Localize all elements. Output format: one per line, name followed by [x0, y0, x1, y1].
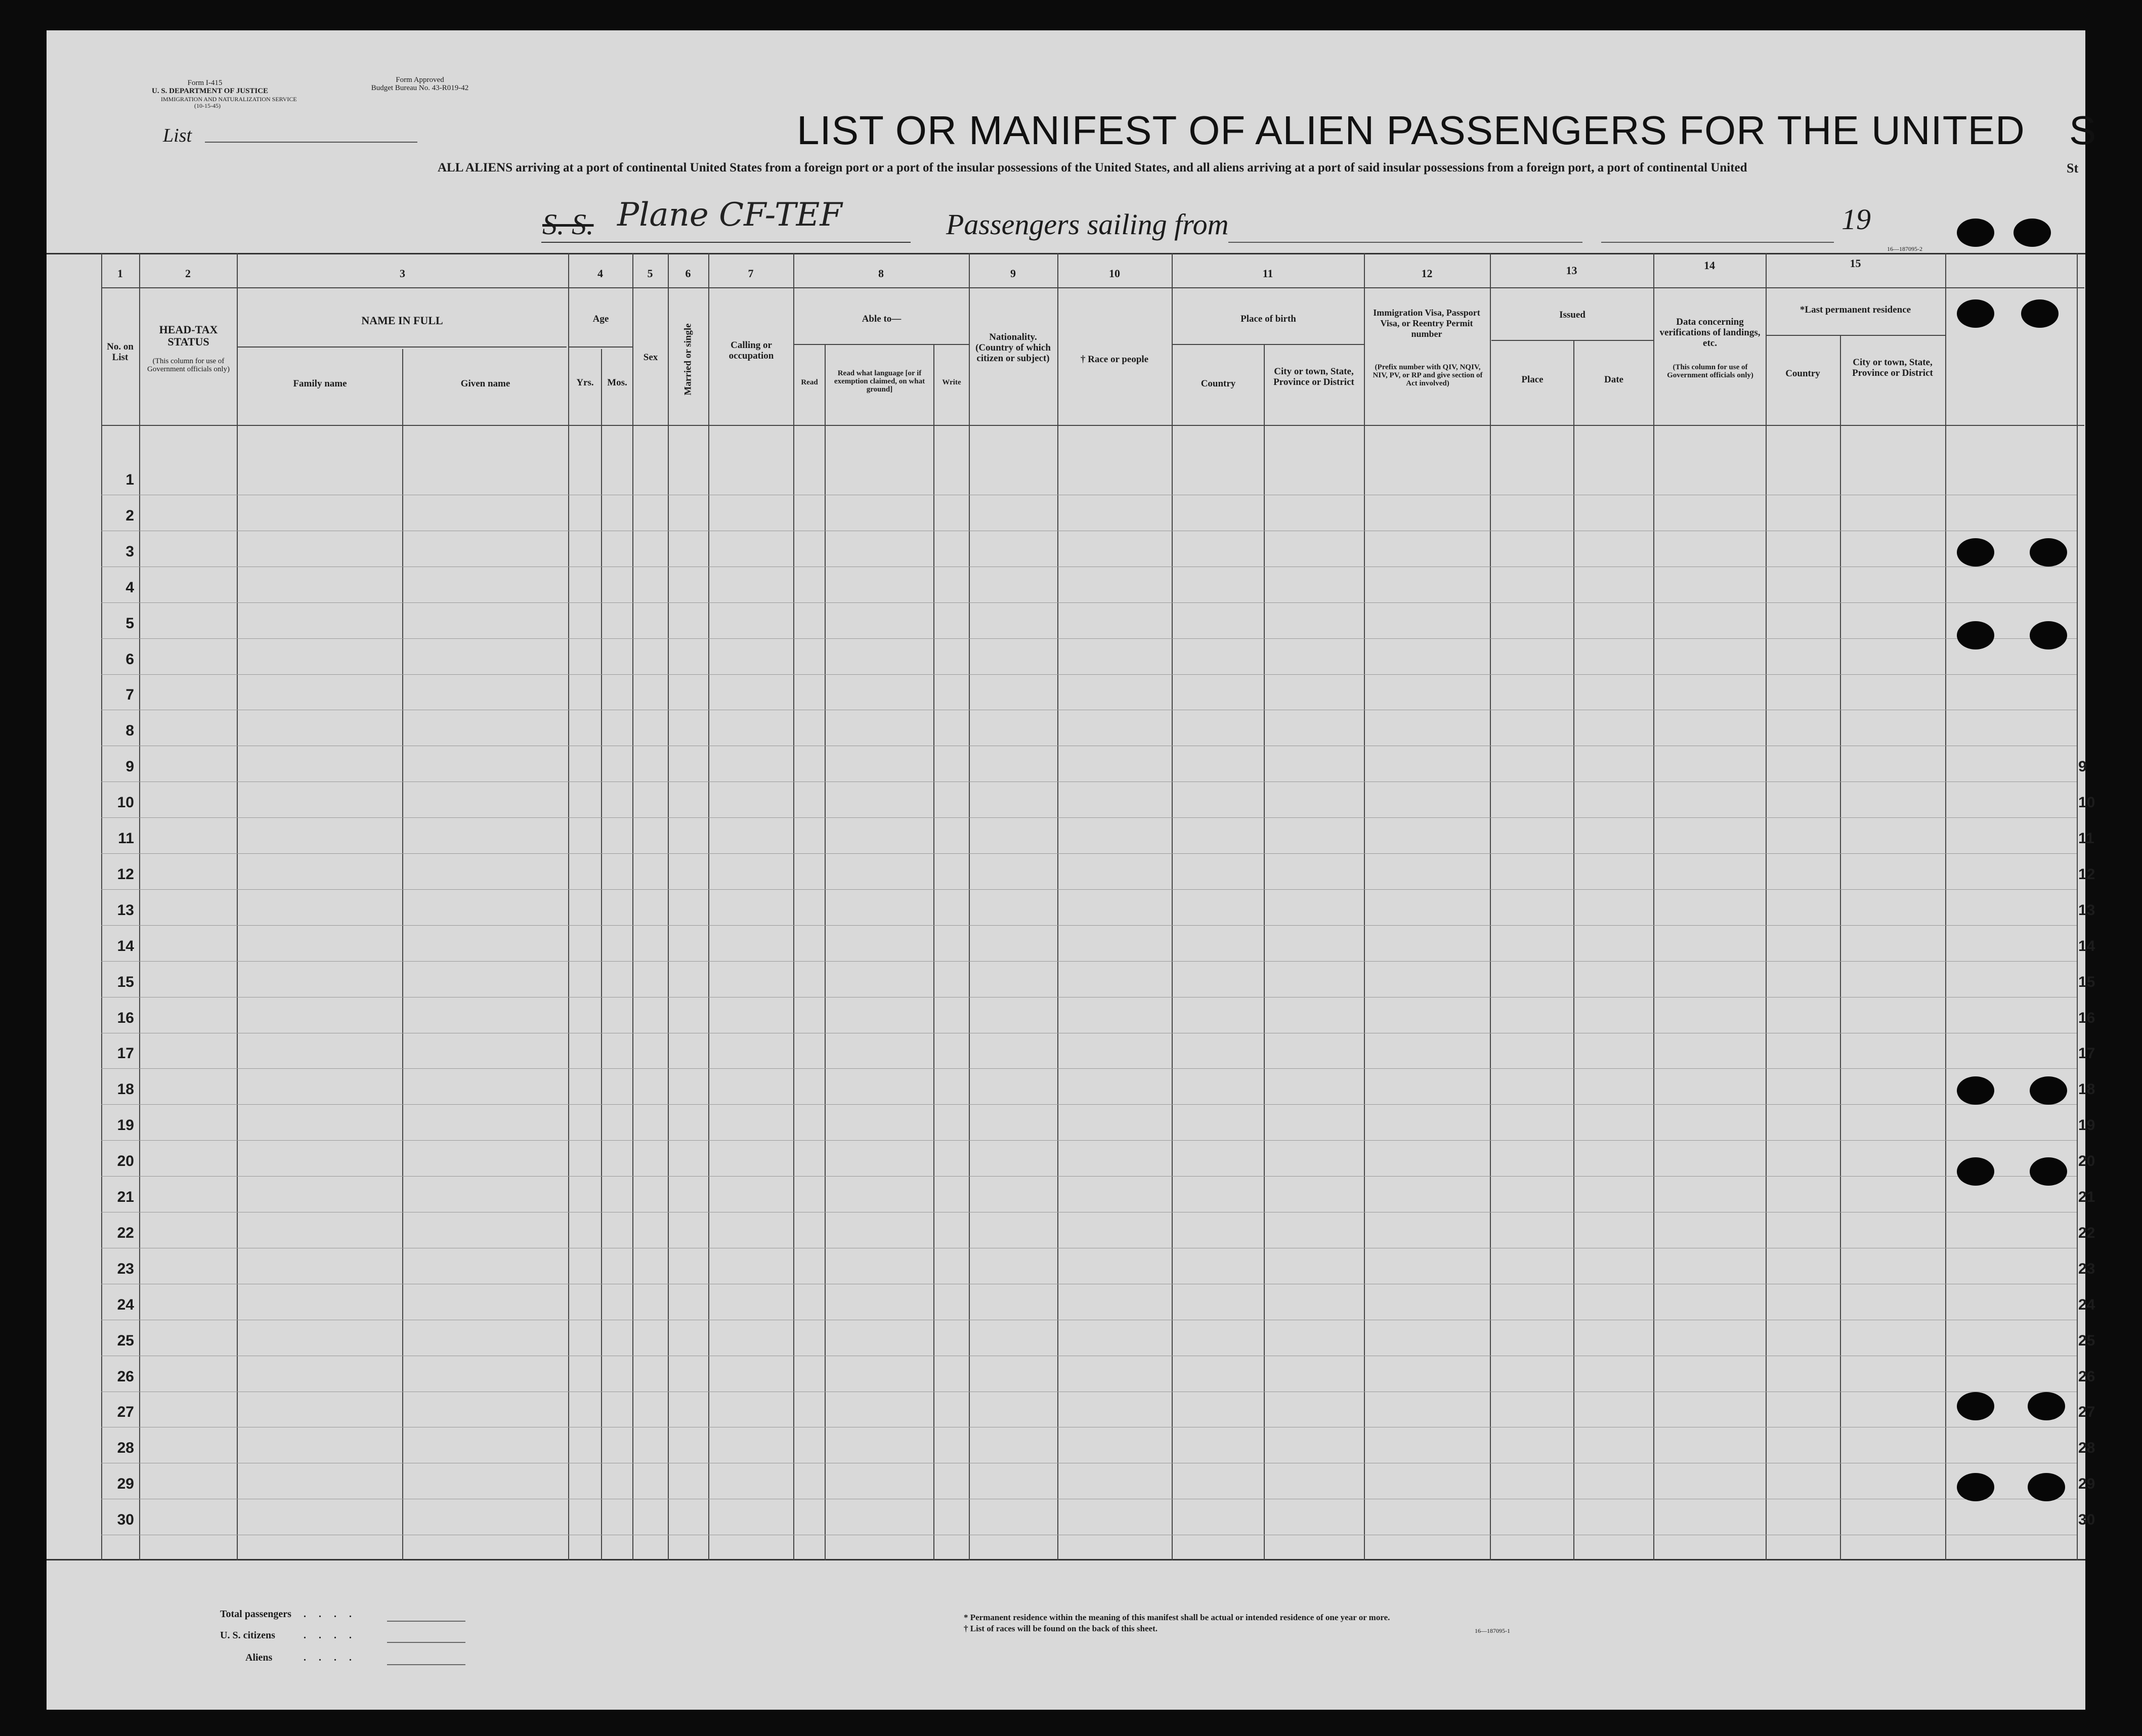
row-number: 18 — [117, 1081, 134, 1098]
header-age: Age — [592, 314, 609, 324]
row-number: 9 — [125, 758, 134, 775]
punch-hole — [2030, 1157, 2067, 1186]
row-number: 14 — [117, 938, 134, 954]
row-number: 21 — [117, 1189, 134, 1205]
manifest-subtitle-cut: St — [2067, 161, 2079, 176]
header-write: Write — [942, 378, 961, 386]
table-row[interactable] — [101, 925, 2077, 926]
col-number-6: 6 — [685, 267, 691, 280]
punch-hole — [2014, 219, 2051, 247]
aliens-dots: . . . . — [304, 1652, 357, 1663]
row-number: 3 — [125, 543, 134, 560]
header-issued-date: Date — [1604, 374, 1623, 385]
table-row[interactable] — [101, 817, 2077, 818]
form-number: Form I-415 — [187, 79, 223, 87]
col-line — [101, 253, 102, 1560]
total-passengers-dots: . . . . — [304, 1609, 357, 1620]
row-number-right: 21 — [2078, 1189, 2095, 1205]
total-passengers-label: Total passengers — [220, 1609, 291, 1620]
table-row[interactable] — [101, 961, 2077, 962]
col-line — [2077, 253, 2078, 1560]
row-number-right: 16 — [2078, 1010, 2095, 1026]
header-visa-note: (Prefix number with QIV, NQIV, NIV, PV, or RP and give section of Act involved) — [1373, 363, 1483, 387]
col-line — [969, 253, 970, 1560]
row-number: 15 — [117, 974, 134, 990]
col-number-1: 1 — [117, 267, 123, 280]
header-landings-note: (This column for use of Government officials only) — [1667, 363, 1753, 379]
col-number-2: 2 — [185, 267, 191, 280]
age-subheader-rule — [569, 346, 632, 348]
header-lr-city: City or town, State, Province or District — [1852, 357, 1933, 378]
col-line — [1057, 253, 1058, 1560]
col-line — [1945, 253, 1946, 1560]
row-number-right: 28 — [2078, 1440, 2095, 1456]
col-number-13: 13 — [1566, 264, 1577, 277]
header-visa: Immigration Visa, Passport Visa, or Reentry Permit number — [1373, 308, 1480, 339]
print-code-top: 16—187095-2 — [1887, 245, 1922, 252]
row-number-right: 13 — [2078, 902, 2095, 919]
row-number: 5 — [125, 615, 134, 632]
punch-hole — [1957, 1157, 1994, 1186]
header-family-name: Family name — [293, 378, 347, 389]
sailing-from-label: Passengers sailing from — [946, 208, 1229, 241]
row-number: 23 — [117, 1261, 134, 1277]
lr-subheader-rule — [1766, 335, 1945, 336]
header-nationality: Nationality. (Country of which citizen or subject) — [975, 332, 1051, 364]
issued-subheader-rule — [1491, 340, 1653, 341]
header-pob-country: Country — [1201, 378, 1236, 389]
header-pob-city: City or town, State, Province or District — [1273, 366, 1354, 387]
row-number: 24 — [117, 1296, 134, 1313]
footnote-permanent-residence: * Permanent residence within the meaning of this manifest shall be actual or intended residence of one year or more. — [964, 1613, 1390, 1622]
header-issued-place: Place — [1521, 374, 1544, 385]
col-line — [1653, 253, 1654, 1560]
service-name: IMMIGRATION AND NATURALIZATION SERVICE — [161, 96, 297, 103]
row-number: 30 — [117, 1511, 134, 1528]
header-age-yrs: Yrs. — [576, 377, 594, 388]
punch-hole — [1957, 219, 1994, 247]
us-citizens-label: U. S. citizens — [220, 1630, 275, 1641]
col-line — [1172, 253, 1173, 1560]
row-number-right: 19 — [2078, 1117, 2095, 1134]
col-line — [668, 253, 669, 1560]
aliens-label: Aliens — [245, 1652, 273, 1663]
row-number-right: 14 — [2078, 938, 2095, 954]
col-number-8: 8 — [878, 267, 884, 280]
row-number: 13 — [117, 902, 134, 919]
header-place-of-birth: Place of birth — [1240, 314, 1296, 324]
col-line — [708, 253, 709, 1560]
department-name: U. S. DEPARTMENT OF JUSTICE — [152, 87, 269, 95]
row-number: 7 — [125, 686, 134, 703]
row-number: 19 — [117, 1117, 134, 1134]
row-number-right: 18 — [2078, 1081, 2095, 1098]
sailing-date-field[interactable] — [1601, 242, 1834, 243]
table-top-rule — [47, 253, 2085, 254]
col-number-15: 15 — [1850, 257, 1861, 270]
table-row[interactable] — [101, 1104, 2077, 1105]
row-number-right: 25 — [2078, 1332, 2095, 1349]
row-number: 25 — [117, 1332, 134, 1349]
header-head-tax: HEAD-TAX STATUS — [159, 323, 218, 348]
us-citizens-field[interactable] — [387, 1642, 465, 1643]
punch-hole — [1957, 1473, 1994, 1501]
col-line — [139, 253, 140, 1560]
row-number-right: 30 — [2078, 1511, 2095, 1528]
row-number: 1 — [125, 471, 134, 488]
col-line — [933, 344, 934, 1560]
row-number: 11 — [118, 830, 134, 847]
header-sex: Sex — [643, 352, 658, 363]
header-able-to: Able to— — [862, 314, 902, 324]
header-lr-country: Country — [1785, 368, 1820, 379]
table-row[interactable] — [101, 674, 2077, 675]
total-passengers-field[interactable] — [387, 1621, 465, 1622]
year-prefix: 19 — [1841, 203, 1871, 236]
row-number-right: 22 — [2078, 1225, 2095, 1241]
footnote-list-of-races: † List of races will be found on the back of this sheet. — [964, 1624, 1158, 1633]
row-number: 17 — [117, 1045, 134, 1062]
print-code-bottom: 16—187095-1 — [1475, 1627, 1510, 1634]
punch-hole — [2021, 299, 2059, 328]
col-number-14: 14 — [1704, 259, 1715, 272]
manifest-sheet — [47, 30, 2085, 1710]
header-given-name: Given name — [460, 378, 510, 389]
row-number-right: 12 — [2078, 866, 2095, 883]
row-number: 12 — [117, 866, 134, 883]
row-number-right: 11 — [2078, 830, 2094, 847]
list-number-field[interactable] — [205, 142, 417, 143]
col-number-12: 12 — [1421, 267, 1433, 280]
row-number-right: 23 — [2078, 1261, 2095, 1277]
punch-hole — [1957, 538, 1994, 567]
row-number: 28 — [117, 1440, 134, 1456]
col-line — [1264, 344, 1265, 1560]
col-line — [793, 253, 794, 1560]
row-number: 8 — [125, 722, 134, 739]
col-number-3: 3 — [400, 267, 405, 280]
table-row[interactable] — [101, 638, 2077, 639]
row-number-right: 26 — [2078, 1368, 2095, 1385]
table-row[interactable] — [101, 853, 2077, 854]
col-line — [1840, 335, 1841, 1560]
row-number-right: 17 — [2078, 1045, 2095, 1062]
row-number-right: 27 — [2078, 1404, 2095, 1420]
table-row[interactable] — [101, 602, 2077, 603]
col-number-10: 10 — [1109, 267, 1120, 280]
row-number-right: 10 — [2078, 794, 2095, 811]
table-row[interactable] — [101, 1068, 2077, 1069]
col-number-5: 5 — [647, 267, 653, 280]
col-number-4: 4 — [597, 267, 603, 280]
colnum-rule — [101, 287, 2084, 288]
punch-hole — [2030, 1076, 2067, 1105]
row-number: 22 — [117, 1225, 134, 1241]
header-last-residence: *Last permanent residence — [1800, 305, 1911, 315]
us-citizens-dots: . . . . — [304, 1630, 357, 1641]
col-line — [1364, 253, 1365, 1560]
row-number-right: 15 — [2078, 974, 2095, 990]
table-bottom-rule — [47, 1559, 2085, 1560]
header-bottom-rule — [101, 425, 2084, 426]
name-subheader-rule — [238, 346, 567, 348]
table-row[interactable] — [101, 1140, 2077, 1141]
row-number-right: 9 — [2078, 758, 2087, 775]
col-line — [1573, 340, 1574, 1560]
ss-handwritten-value: Plane CF-TEF — [617, 196, 842, 234]
row-number: 16 — [117, 1010, 134, 1026]
col-line — [568, 253, 569, 1560]
punch-hole — [2030, 538, 2067, 567]
manifest-title-cut: S — [2069, 108, 2097, 153]
row-number: 4 — [125, 579, 134, 596]
punch-hole — [1957, 1076, 1994, 1105]
col-line — [1766, 253, 1767, 1560]
col-number-7: 7 — [748, 267, 754, 280]
header-no-on-list: No. on List — [107, 341, 134, 363]
punch-hole — [1957, 299, 1994, 328]
aliens-field[interactable] — [387, 1664, 465, 1665]
punch-hole — [1957, 1392, 1994, 1420]
header-race: † Race or people — [1080, 354, 1149, 365]
punch-hole — [2028, 1392, 2065, 1420]
col-number-11: 11 — [1262, 267, 1273, 280]
col-line — [1490, 253, 1491, 1560]
row-number-right: 24 — [2078, 1296, 2095, 1313]
sailing-from-field[interactable] — [1228, 242, 1582, 243]
list-label: List — [163, 125, 192, 146]
col-line — [237, 253, 238, 1560]
able-subheader-rule — [794, 344, 969, 345]
punch-hole — [2028, 1473, 2065, 1501]
col-number-9: 9 — [1010, 267, 1016, 280]
row-number: 27 — [117, 1404, 134, 1420]
col-line — [632, 253, 633, 1560]
row-number: 2 — [125, 507, 134, 524]
header-age-mos: Mos. — [607, 377, 627, 388]
header-landings: Data concerning verifications of landings, etc. — [1659, 317, 1761, 349]
header-married-or-single: Married or single — [682, 323, 694, 396]
table-row[interactable] — [101, 1176, 2077, 1177]
manifest-subtitle: ALL ALIENS arriving at a port of continental United States from a foreign port or a port of the insular possessions of the United States, and all aliens arriving at a port of said insular possessions from a foreign port, a port of continental United — [438, 161, 1747, 175]
punch-hole — [1957, 621, 1994, 649]
ss-label: S. S. — [542, 208, 594, 241]
header-calling: Calling or occupation — [729, 340, 774, 361]
col-line — [825, 344, 826, 1560]
row-number-right: 20 — [2078, 1153, 2095, 1169]
table-row[interactable] — [101, 889, 2077, 890]
header-name-in-full: NAME IN FULL — [361, 314, 443, 327]
row-number: 29 — [117, 1475, 134, 1492]
form-approval: Form Approved — [396, 76, 444, 84]
manifest-title: LIST OR MANIFEST OF ALIEN PASSENGERS FOR THE UNITED — [797, 108, 2025, 153]
header-read-language: Read what language [or if exemption claimed, on what ground] — [834, 369, 925, 394]
header-head-tax-note: (This column for use of Government officials only) — [147, 357, 230, 373]
row-number: 20 — [117, 1153, 134, 1169]
row-number: 6 — [125, 651, 134, 668]
row-number: 26 — [117, 1368, 134, 1385]
pob-subheader-rule — [1173, 344, 1364, 345]
form-date-code: (10-15-45) — [194, 102, 221, 109]
row-number: 10 — [117, 794, 134, 811]
header-read: Read — [801, 378, 818, 386]
punch-hole — [2030, 621, 2067, 649]
budget-bureau-number: Budget Bureau No. 43-R019-42 — [371, 84, 469, 92]
row-number-right: 29 — [2078, 1475, 2095, 1492]
ss-field-line[interactable] — [541, 242, 911, 243]
header-issued: Issued — [1559, 310, 1586, 320]
